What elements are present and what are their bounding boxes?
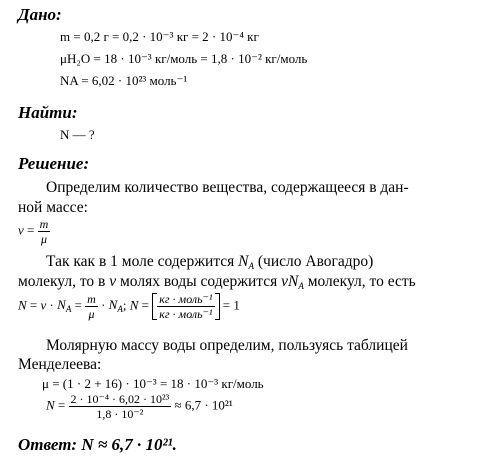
find-heading: Найти: bbox=[18, 103, 78, 122]
answer-heading: Ответ: bbox=[18, 435, 78, 454]
find-target: N — ? bbox=[60, 127, 95, 142]
result-value: ≈ 6,7 · 10²¹ bbox=[174, 397, 233, 413]
fraction-units bbox=[157, 293, 214, 320]
solution-para2-line2: молекул, то в ν молях воды содержится $\nu N_A$ молекул, то есть bbox=[18, 273, 416, 291]
solution-para1-line1: Определим количество вещества, содержащееся в дан- bbox=[46, 179, 409, 196]
solution-para3-line2: Менделеева: bbox=[18, 356, 102, 373]
unit-check-bracket bbox=[152, 293, 219, 320]
given-molar-mass: μH₂O = 18 · 10⁻³ кг/моль = 1,8 · 10⁻² кг/моль bbox=[60, 51, 308, 66]
fraction-m-over-mu: $\frac{m}{\mu}$ bbox=[39, 217, 49, 246]
solution-heading: Решение: bbox=[18, 154, 90, 173]
unit-result: = 1 bbox=[222, 297, 240, 313]
para2-text-e: молекул, то есть bbox=[307, 273, 416, 290]
formula-amount: ν = $\frac{m}{\mu}$ bbox=[18, 217, 49, 246]
fraction-m-over-mu-2: $\frac{m}{\mu}$ bbox=[87, 292, 96, 321]
formula-molar-mass: μ = (1 · 2 + 16) · 10⁻³ = 18 · 10⁻³ кг/моль bbox=[42, 376, 264, 391]
para2-text-a: Так как в 1 моле содержится bbox=[46, 253, 235, 270]
fraction-result bbox=[69, 393, 172, 420]
unit-denominator: кг · моль⁻¹ bbox=[159, 307, 213, 321]
solution-para1-line2: ной массе: bbox=[18, 199, 88, 216]
para2-text-b: (число Авогадро) bbox=[257, 253, 374, 270]
given-avogadro: NA = 6,02 · 10²³ моль⁻¹ bbox=[60, 73, 188, 88]
para2-text-d: молях воды содержится bbox=[120, 273, 278, 290]
solution-para3-line1: Молярную массу воды определим, пользуясь таблицей bbox=[46, 337, 408, 354]
given-mass: m = 0,2 г = 0,2 · 10⁻³ кг = 2 · 10⁻⁴ кг bbox=[60, 29, 259, 44]
result-denominator: 1,8 · 10⁻² bbox=[96, 407, 144, 421]
result-numerator: 2 · 10⁻⁴ · 6,02 · 10²³ bbox=[70, 392, 170, 406]
answer-line bbox=[18, 436, 177, 453]
given-heading: Дано: bbox=[18, 5, 62, 24]
unit-numerator: кг · моль⁻¹ bbox=[159, 292, 213, 306]
answer-text: N ≈ 6,7 · 10²¹. bbox=[81, 435, 177, 454]
formula-result: N = $\frac{\text{2 · 10⁻⁴ · 6,02 · 10²³}}{\text{1,8 · 10⁻²}}$ ≈ 6,7 · 10²¹ bbox=[46, 392, 233, 421]
solution-para2-line1: Так как в 1 моле содержится $N_A$ (число Авогадро) bbox=[46, 253, 374, 271]
para2-text-c: молекул, то в bbox=[18, 273, 106, 290]
formula-molecule-count: $N = \nu \cdot N_A$ = $\frac{m}{\mu}$ · $N_A$; N = $\frac{\text{кг · моль⁻¹}}{\text{кг · моль⁻¹}}$ = 1 bbox=[18, 292, 240, 321]
